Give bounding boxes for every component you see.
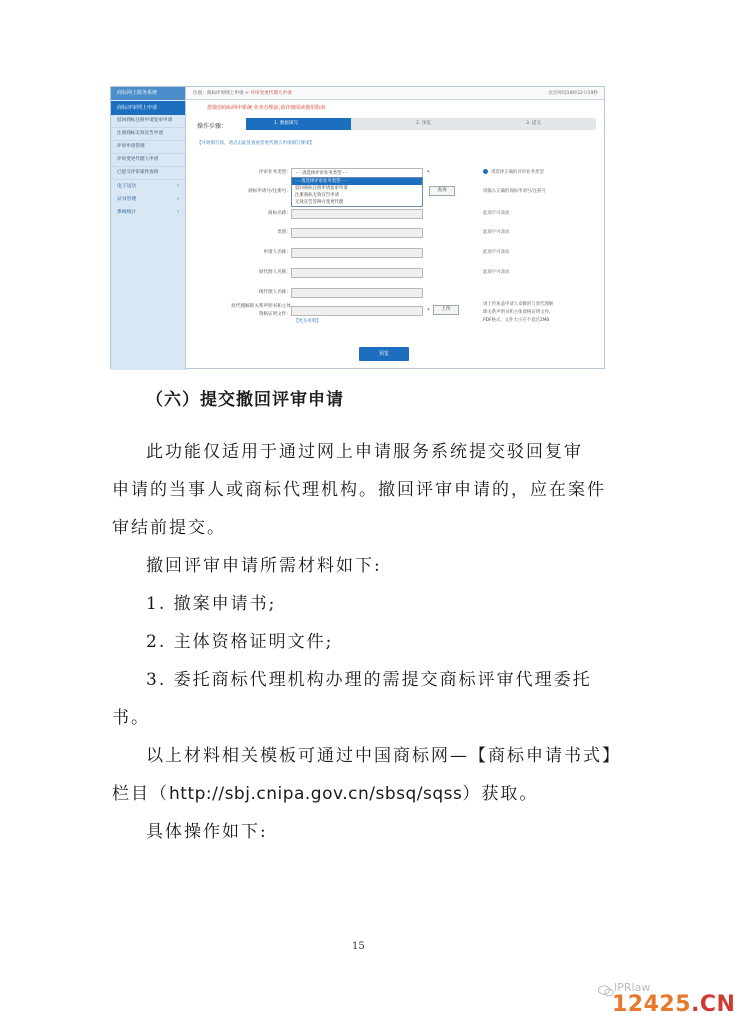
class-label: 类别： bbox=[277, 230, 291, 235]
sidebar-item-invalidation[interactable]: 注册商标无效宣告申请 bbox=[111, 128, 185, 141]
row-orig-agent bbox=[111, 267, 604, 283]
info-icon bbox=[483, 169, 488, 174]
material-item-3-line1: 3. 委托商标代理机构办理的需提交商标评审代理委托 bbox=[146, 670, 592, 690]
system-screenshot bbox=[110, 86, 605, 369]
para1-line3: 审结前提交。 bbox=[112, 518, 226, 538]
row-applicant bbox=[111, 247, 604, 263]
query-button[interactable]: 查询 bbox=[429, 186, 455, 196]
upload-button[interactable]: 上传 bbox=[433, 305, 459, 315]
cur-agent-field bbox=[291, 288, 423, 298]
wechat-watermark-text: IPRlaw bbox=[614, 981, 651, 994]
review-type-select[interactable]: - - 请选择评审业务类型 - - bbox=[291, 168, 423, 178]
reg-no-note: 请输入正确的商标申请号/注册号 bbox=[483, 189, 546, 194]
review-type-note: 请选择正确的评审业务类型 bbox=[483, 167, 544, 179]
upload-label: 原代理解除关系声明书和主体 资格证明文件： bbox=[231, 304, 291, 317]
chevron-right-icon: › bbox=[177, 184, 179, 189]
sidebar-item-submitted-query[interactable]: 已提交评审案件查询 bbox=[111, 167, 185, 180]
sidebar-group-e-delivery[interactable]: 电子送达 › bbox=[117, 184, 179, 189]
breadcrumb-current: 评审变更代理人申请 bbox=[250, 91, 292, 96]
templates-line2: 栏目（http://sbj.cnipa.gov.cn/sbsq/sqss）获取。 bbox=[112, 784, 539, 804]
sidebar-item-change-agent[interactable]: 评审变更代理人申请 bbox=[111, 154, 185, 167]
operation-intro: 具体操作如下: bbox=[146, 822, 268, 842]
step-fill-data: 1. 数据填写 bbox=[246, 118, 351, 130]
mark-name-field bbox=[291, 209, 423, 219]
cur-agent-label: 现代理人名称： bbox=[258, 290, 291, 295]
reg-no-label: 商标申请号/注册号： bbox=[248, 189, 291, 194]
chevron-right-icon: › bbox=[177, 197, 179, 202]
material-item-1: 1. 撤案申请书; bbox=[146, 594, 277, 614]
review-type-label: 评审业务类型： bbox=[258, 170, 291, 175]
orig-agent-field bbox=[291, 268, 423, 278]
breadcrumb bbox=[187, 87, 604, 100]
dropdown-option[interactable]: 驳回商标注册申请复审申请 bbox=[295, 186, 348, 191]
row-review-type: 评审业务类型： - - 请选择评审业务类型 - - * 请选择正确的评审业务类型 bbox=[111, 167, 604, 183]
readonly-note: 此项不可改动 bbox=[483, 270, 510, 275]
materials-intro: 撤回评审申请所需材料如下: bbox=[146, 556, 382, 576]
applicant-field bbox=[291, 248, 423, 258]
applicant-label: 申请人名称： bbox=[263, 250, 291, 255]
upload-file-field[interactable] bbox=[291, 306, 423, 316]
guide-notice[interactable]: 您使用商标网申系统 业务办理前,请详细阅读使用指南 bbox=[207, 105, 326, 111]
section-heading: （六）提交撤回评审申请 bbox=[146, 390, 344, 410]
orig-agent-label: 原代理人名称： bbox=[258, 270, 291, 275]
dropdown-option[interactable]: 注册商标无效宣告申请 bbox=[295, 193, 339, 198]
sidebar-item-review-management[interactable]: 评审申请管理 bbox=[111, 141, 185, 154]
templates-line1: 以上材料相关模板可通过中国商标网—【商标申请书式】 bbox=[146, 746, 621, 766]
upload-note: 请上传加盖申请人章戳的与原代理解 除关系声明书和主体资格证明文件， PDF格式，文件大小应不超过2MB bbox=[483, 302, 554, 323]
para1-line1: 此功能仅适用于通过网上申请服务系统提交驳回复审 bbox=[146, 442, 583, 462]
template-url-link[interactable]: http://sbj.cnipa.gov.cn/sbsq/sqss bbox=[169, 784, 463, 804]
dropdown-option[interactable]: 无效宣告答辩方变更代理 bbox=[295, 200, 344, 205]
row-upload: 原代理解除关系声明书和主体 资格证明文件： * 上传 请上传加盖申请人章戳的与原代理解 除关系声明书和主体资格证明文件， PDF格式，文件大小应不超过2MB bbox=[111, 303, 604, 331]
sidebar-item-review-online[interactable]: 商标评审网上申请 bbox=[111, 101, 185, 115]
step-indicator bbox=[246, 118, 596, 130]
chevron-right-icon: › bbox=[177, 210, 179, 215]
material-item-3-line2: 书。 bbox=[112, 708, 150, 728]
sidebar-item-rejection-review[interactable]: 驳回商标注册申请复审申请 bbox=[111, 115, 185, 128]
material-item-2: 2. 主体资格证明文件; bbox=[146, 632, 334, 652]
readonly-note: 此项不可改动 bbox=[483, 250, 510, 255]
dropdown-option[interactable]: - - 请选择评审业务类型 - - bbox=[292, 178, 422, 185]
readonly-note: 此项不可改动 bbox=[483, 230, 510, 235]
steps-label: 操作步骤： bbox=[197, 123, 228, 130]
preview-button[interactable]: 预览 bbox=[359, 347, 409, 361]
sidebar-group-certificates[interactable]: 证书管理 › bbox=[117, 197, 179, 202]
sidebar-group-statistics[interactable]: 系统统计 › bbox=[117, 210, 179, 215]
row-mark-name bbox=[111, 208, 604, 224]
step-preview: 2. 预览 bbox=[416, 121, 432, 126]
readonly-note: 此项不可改动 bbox=[483, 211, 510, 216]
server-time: 北京时间10时22分19秒 bbox=[548, 91, 598, 96]
class-field bbox=[291, 228, 423, 238]
sidebar-title: 商标网上服务系统 bbox=[111, 87, 185, 100]
more-info-link[interactable]: 【更多说明】 bbox=[294, 319, 321, 324]
fill-requirements-link[interactable]: 【开始填写前，请点击此处查看变更代理人申请填写要求】 bbox=[197, 141, 314, 146]
review-type-dropdown[interactable] bbox=[291, 177, 423, 207]
mark-name-label: 商标名称： bbox=[268, 211, 291, 216]
site-logo: 12425.CN bbox=[612, 992, 735, 1017]
step-submit: 3. 提交 bbox=[526, 121, 542, 126]
row-class bbox=[111, 227, 604, 243]
para1-line2: 申请的当事人或商标代理机构。撤回评审申请的，应在案件 bbox=[112, 480, 606, 500]
breadcrumb-prefix: 位置：商标评审网上申请 > bbox=[193, 91, 249, 96]
page-number: 15 bbox=[352, 941, 365, 952]
